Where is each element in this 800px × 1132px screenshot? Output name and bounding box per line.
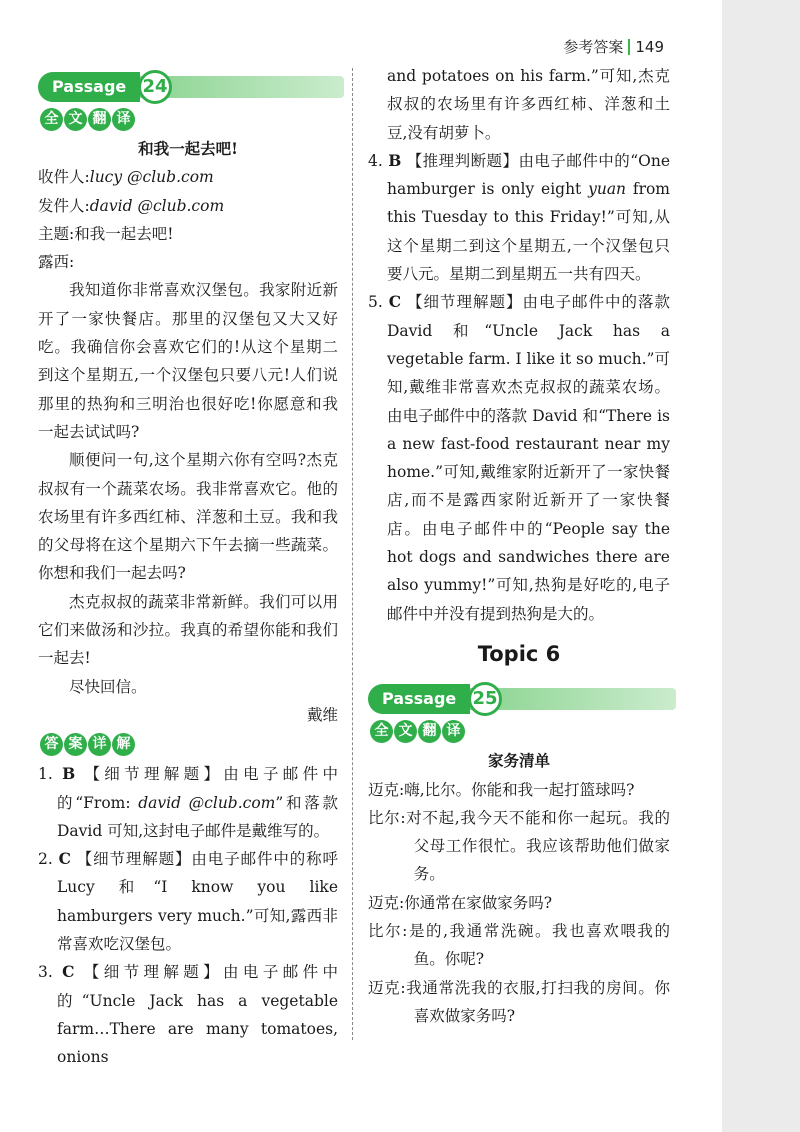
dialogue-line: 迈克:你通常在家做家务吗? (368, 893, 553, 912)
right-column (368, 62, 670, 1030)
email-paragraph: 尽快回信。 (69, 677, 147, 696)
answer-number: 5. (368, 293, 383, 312)
answer-text: 【推理判断题】由电子邮件中的“One hamburger is only eight (387, 151, 671, 199)
title-char: 译 (112, 108, 135, 131)
translation-title (370, 720, 670, 743)
title-char: 全 (370, 720, 393, 743)
page-number: 149 (635, 38, 664, 56)
answer-letter: C (58, 849, 71, 869)
passage-number: 25 (468, 682, 502, 716)
title-char: 全 (40, 108, 63, 131)
passage-number: 24 (138, 70, 172, 104)
email-to (38, 163, 338, 191)
passage-25-banner (368, 682, 670, 716)
email-paragraph: 杰克叔叔的蔬菜非常新鲜。我们可以用它们来做汤和沙拉。我真的希望你能和我们一起去! (38, 592, 338, 668)
answer-number: 3. (38, 963, 53, 982)
answer-letter: C (62, 962, 75, 982)
answer-item (38, 958, 338, 1071)
email-signature: 戴维 (306, 705, 338, 724)
to-value: lucy @club.com (89, 168, 214, 187)
answer-item (38, 760, 338, 845)
title-char: 案 (64, 733, 87, 756)
dialogue-line: 比尔:对不起,我今天不能和你一起玩。我的父母工作很忙。我应该帮助他们做家务。 (368, 808, 670, 884)
title-char: 解 (112, 733, 135, 756)
answer-item (368, 147, 670, 288)
from-value: david @club.com (89, 196, 225, 215)
passage-label: Passage (368, 684, 470, 714)
answer-letter: B (388, 150, 402, 170)
dialogue-line: 比尔:是的,我通常洗碗。我也喜欢喂我的鱼。你呢? (368, 922, 670, 969)
title-char: 翻 (418, 720, 441, 743)
title-char: 文 (64, 108, 87, 131)
answer-letter: C (388, 292, 402, 312)
answer-text: ”和落款 David 可知,这封电子邮件是戴维写的。 (57, 793, 338, 840)
email-paragraph: 顺便问一句,这个星期六你有空吗?杰克叔叔有一个蔬菜农场。我非常喜欢它。他的农场里有许多西红柿、洋葱和土豆。我和我的父母将在这个星期六下午去摘一些蔬菜。你想和我们一起去吗? (38, 451, 338, 583)
answer-text: 【细节理解题】由电子邮件中的称呼 Lucy 和“I know you like hamburgers very much.”可知,露西非常喜欢吃汉堡包。 (57, 850, 338, 954)
dialogue-title: 家务清单 (487, 751, 550, 771)
email-title: 和我一起去吧! (138, 139, 238, 158)
title-char: 详 (88, 733, 111, 756)
email-from (38, 192, 338, 220)
answer-number: 2. (38, 850, 53, 869)
answer-text: from this Tuesday to this Friday!”可知,从这个星期二到这个星期五,一个汉堡包只要八元。星期二到星期五一共有四天。 (387, 180, 671, 284)
page-edge (722, 0, 800, 1132)
answer-item (368, 288, 670, 628)
translation-title (40, 108, 338, 131)
answer-number: 4. (368, 151, 383, 170)
column-divider (352, 68, 353, 1040)
answer-text: 【细节理解题】由电子邮件中的“From: (57, 765, 338, 812)
dialogue-line: 迈克:嗨,比尔。你能和我一起打篮球吗? (368, 780, 635, 799)
answer-italic: yuan (588, 180, 627, 199)
header-separator (628, 39, 630, 55)
answer-letter: B (62, 764, 76, 784)
answer-text: 【细节理解题】由电子邮件中的落款 David 和“Uncle Jack has a vegetable farm. I like it so much.”可知,戴维非常喜欢杰克叔叔的蔬菜农场。由电子邮件中的落款 David 和“There is a new fast-food restaurant near my home.”可知,戴维家附近新开了一家快餐店,而不是露西家附近新开了一家快餐店。由电子邮件中的“People say the hot dogs and sandwiches there are also yummy!”可知,热狗是好吃的,电子邮件中并没有提到热狗是大的。 (387, 293, 670, 623)
passage-24-banner (38, 70, 338, 104)
title-char: 翻 (88, 108, 111, 131)
answer-italic: david @club.com (138, 793, 276, 812)
email-greeting: 露西: (38, 253, 75, 272)
answer-number: 1. (38, 765, 53, 784)
dialogue-line: 迈克:我通常洗我的衣服,打扫我的房间。你喜欢做家务吗? (368, 978, 670, 1025)
topic-heading: Topic 6 (477, 641, 561, 666)
title-char: 译 (442, 720, 465, 743)
header-section: 参考答案 (563, 38, 624, 56)
answer-3-continued: and potatoes on his farm.”可知,杰克叔叔的农场里有许多西红柿、洋葱和土豆,没有胡萝卜。 (387, 67, 670, 142)
left-column (38, 70, 338, 1072)
answer-text: 【细节理解题】由电子邮件中的“Uncle Jack has a vegetable farm…There are many tomatoes, onions (57, 963, 338, 1067)
title-char: 文 (394, 720, 417, 743)
email-paragraph: 我知道你非常喜欢汉堡包。我家附近新开了一家快餐店。那里的汉堡包又大又好吃。我确信你会喜欢它们的!从这个星期二到这个星期五,一个汉堡包只要八元!人们说那里的热狗和三明治也很好吃!你愿意和我一起去试试吗? (38, 281, 338, 441)
answer-item (38, 845, 338, 958)
running-header (563, 36, 664, 57)
to-label: 收件人: (38, 168, 90, 187)
answer-title (40, 733, 338, 756)
title-char: 答 (40, 733, 63, 756)
email-subject: 主题:和我一起去吧! (38, 224, 174, 243)
from-label: 发件人: (38, 196, 90, 215)
passage-label: Passage (38, 72, 140, 102)
